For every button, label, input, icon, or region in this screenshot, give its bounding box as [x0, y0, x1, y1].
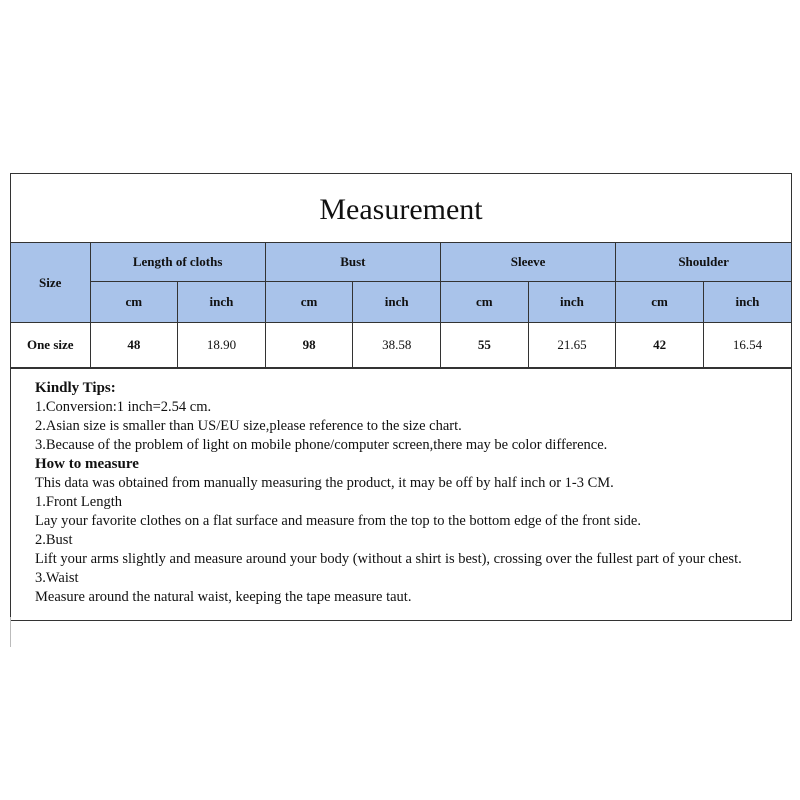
- step-text: Measure around the natural waist, keeping the tape measure taut.: [35, 589, 412, 605]
- size-cell: One size: [11, 323, 90, 368]
- step-title: 2.Bust: [35, 532, 73, 548]
- sleeve-inch-cell: 21.65: [528, 323, 616, 368]
- tips-heading: Kindly Tips:: [35, 380, 116, 396]
- size-chart: [10, 173, 792, 621]
- unit-inch: inch: [703, 282, 791, 323]
- how-to-measure-heading: How to measure: [35, 456, 139, 472]
- tip-line: 1.Conversion:1 inch=2.54 cm.: [35, 399, 212, 415]
- sleeve-cm-cell: 55: [441, 323, 529, 368]
- tip-line: 2.Asian size is smaller than US/EU size,please reference to the size chart.: [35, 418, 462, 434]
- unit-cm: cm: [441, 282, 529, 323]
- header-row-groups: [11, 243, 791, 282]
- bust-inch-cell: 38.58: [353, 323, 441, 368]
- size-header: Size: [11, 243, 90, 323]
- tips-section: [11, 368, 791, 620]
- header-sleeve: Sleeve: [441, 243, 616, 282]
- length-cm-cell: 48: [90, 323, 178, 368]
- header-length: Length of cloths: [90, 243, 265, 282]
- shoulder-inch-cell: 16.54: [703, 323, 791, 368]
- chart-title: Measurement: [11, 174, 791, 243]
- step-text: Lift your arms slightly and measure around your body (without a shirt is best), crossing over the fullest part of your chest.: [35, 551, 742, 567]
- unit-inch: inch: [528, 282, 616, 323]
- header-bust: Bust: [265, 243, 440, 282]
- tip-line: 3.Because of the problem of light on mobile phone/computer screen,there may be color difference.: [35, 437, 608, 453]
- unit-inch: inch: [178, 282, 266, 323]
- step-title: 3.Waist: [35, 570, 79, 586]
- how-to-measure-intro: This data was obtained from manually measuring the product, it may be off by half inch or 1-3 CM.: [35, 475, 614, 491]
- length-inch-cell: 18.90: [178, 323, 266, 368]
- divider: [10, 617, 11, 647]
- size-table: [11, 243, 791, 368]
- unit-cm: cm: [90, 282, 178, 323]
- bust-cm-cell: 98: [265, 323, 353, 368]
- shoulder-cm-cell: 42: [616, 323, 704, 368]
- table-row: [11, 323, 791, 368]
- header-shoulder: Shoulder: [616, 243, 791, 282]
- unit-cm: cm: [265, 282, 353, 323]
- header-row-units: [11, 282, 791, 323]
- unit-inch: inch: [353, 282, 441, 323]
- step-title: 1.Front Length: [35, 494, 122, 510]
- step-text: Lay your favorite clothes on a flat surface and measure from the top to the bottom edge of the front side.: [35, 513, 641, 529]
- unit-cm: cm: [616, 282, 704, 323]
